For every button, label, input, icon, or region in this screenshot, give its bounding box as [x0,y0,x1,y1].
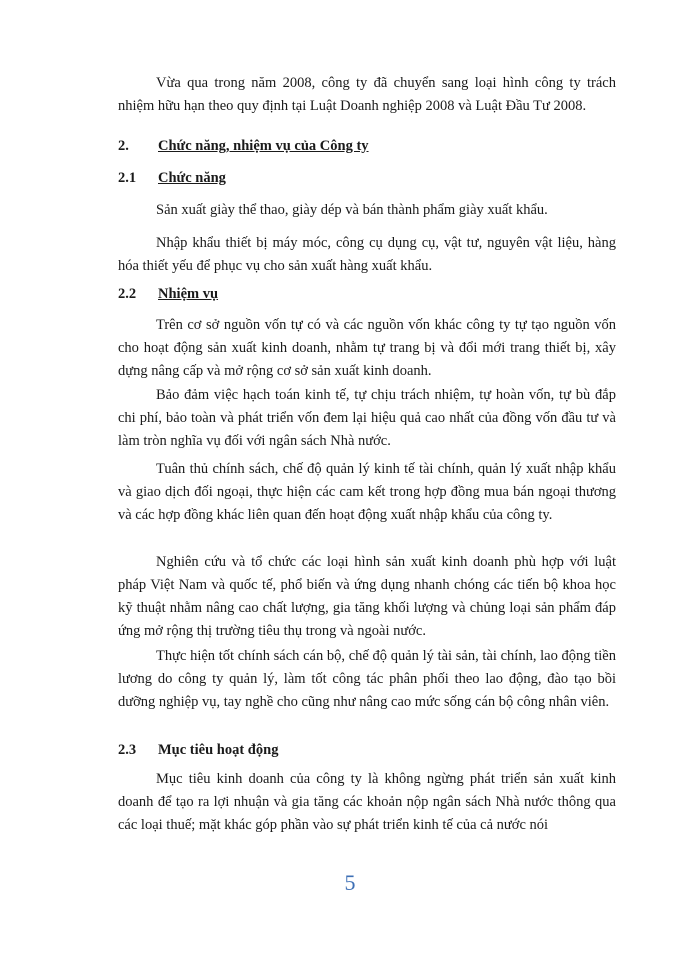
paragraph-duty-2: Bảo đảm việc hạch toán kinh tế, tự chịu trách nhiệm, tự hoàn vốn, tự bù đắp chi phí, bảo toàn và phát triển vốn đem lại hiệu quả cao nhất của đồng vốn đầu tư và làm tròn nghĩa vụ đối với ngân sách Nhà nước. [118,387,616,449]
subsection-number: 2.1 [118,170,137,186]
section-title: Chức năng, nhiệm vụ của Công ty [158,138,369,154]
subsection-title: Mục tiêu hoạt động [158,742,279,758]
paragraph-intro: Vừa qua trong năm 2008, công ty đã chuyển sang loại hình công ty trách nhiệm hữu hạn theo quy định tại Luật Doanh nghiệp 2008 và Luật Đầu Tư 2008. [118,75,616,114]
paragraph-objective: Mục tiêu kinh doanh của công ty là không ngừng phát triển sản xuất kinh doanh để tạo ra lợi nhuận và gia tăng các khoản nộp ngân sách Nhà nước thông qua các loại thuế; mặt khác góp phần vào sự phát triển kinh tế của cả nước nói [118,771,616,833]
paragraph-duty-4: Nghiên cứu và tổ chức các loại hình sản xuất kinh doanh phù hợp với luật pháp Việt Nam và quốc tế, phổ biến và ứng dụng nhanh chóng các tiến bộ khoa học kỹ thuật nhằm nâng cao chất lượng, gia tăng khối lượng và chủng loại sản phẩm đáp ứng mở rộng thị trường tiêu thụ trong và ngoài nước. [118,554,616,639]
paragraph-duty-5: Thực hiện tốt chính sách cán bộ, chế độ quản lý tài sản, tài chính, lao động tiền lương do công ty quản lý, làm tốt công tác phân phối theo lao động, đào tạo bồi dưỡng nghiệp vụ, tay nghề cho cũng như nâng cao mức sống cán bộ công nhân viên. [118,648,616,710]
section-number: 2. [118,138,129,154]
subsection-title: Chức năng [158,170,226,186]
paragraph-function-1: Sản xuất giày thể thao, giày dép và bán thành phẩm giày xuất khẩu. [156,202,548,218]
paragraph-duty-1: Trên cơ sở nguồn vốn tự có và các nguồn vốn khác công ty tự tạo nguồn vốn cho hoạt động sản xuất kinh doanh, nhằm tự trang bị và đổi mới trang thiết bị, xây dựng nâng cấp và mở rộng cơ sở sản xuất kinh doanh. [118,317,616,379]
subsection-title: Nhiệm vụ [158,286,219,302]
page-number: 5 [344,870,356,895]
paragraph-duty-3: Tuân thủ chính sách, chế độ quản lý kinh tế tài chính, quản lý xuất nhập khẩu và giao dịch đối ngoại, thực hiện các cam kết trong hợp đồng mua bán ngoại thương và các hợp đồng khác liên quan đến hoạt động xuất nhập khẩu của công ty. [118,461,616,523]
subsection-number: 2.3 [118,742,137,758]
subsection-number: 2.2 [118,286,137,302]
paragraph-function-2: Nhập khẩu thiết bị máy móc, công cụ dụng cụ, vật tư, nguyên vật liệu, hàng hóa thiết yếu để phục vụ cho sản xuất hàng xuất khẩu. [118,235,616,274]
